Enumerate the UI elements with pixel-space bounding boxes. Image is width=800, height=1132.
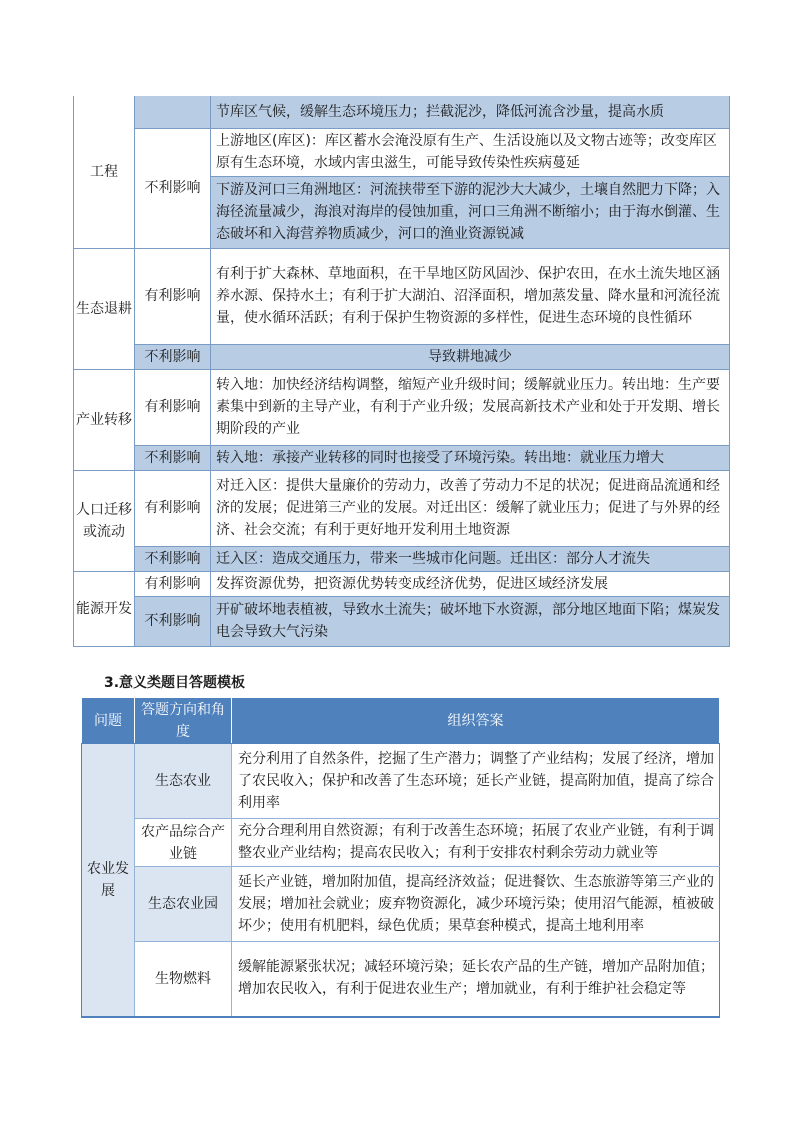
table-row xyxy=(82,819,720,867)
effect-cell: 不利影响 xyxy=(135,445,211,470)
answer-cell: 充分利用了自然条件，挖掘了生产潜力；调整了产业结构；发展了经济，增加了农民收入；保护和改善了生态环境；延长产业链，提高附加值，提高了综合利用率 xyxy=(232,744,720,819)
direction-cell: 生态农业园 xyxy=(135,867,232,942)
category-cell: 生态退耕 xyxy=(74,248,135,369)
table-row xyxy=(74,96,730,128)
table-row xyxy=(74,128,730,176)
direction-cell: 生态农业 xyxy=(135,744,232,819)
content-cell: 有利于扩大森林、草地面积，在干旱地区防风固沙、保护农田，在水土流失地区涵养水源、保持水土；有利于扩大湖泊、沼泽面积，增加蒸发量、降水量和河流径流量，使水循环活跃；有利于保护生物资源的多样性，促进生态环境的良性循环 xyxy=(211,248,730,344)
effect-cell: 不利影响 xyxy=(135,596,211,646)
answer-cell: 缓解能源紧张状况；减轻环境污染；延长农产品的生产链，增加产品附加值；增加农民收入，有利于促进农业生产；增加就业，有利于维护社会稳定等 xyxy=(232,942,720,1017)
content-cell: 节库区气候，缓解生态环境压力；拦截泥沙，降低河流含沙量，提高水质 xyxy=(211,96,730,128)
effect-cell: 有利影响 xyxy=(135,369,211,445)
content-cell: 导致耕地减少 xyxy=(211,344,730,369)
answer-cell: 充分合理利用自然资源；有利于改善生态环境；拓展了农业产业链，有利于调整农业产业结构；提高农民收入；有利于安排农村剩余劳动力就业等 xyxy=(232,819,720,867)
header-problem: 问题 xyxy=(82,698,135,744)
table-row xyxy=(74,571,730,596)
category-cell: 工程 xyxy=(74,96,135,248)
effect-cell: 不利影响 xyxy=(135,546,211,571)
content-cell: 转入地：加快经济结构调整，缩短产业升级时间；缓解就业压力。转出地：生产要素集中到新的主导产业，有利于产业升级；发展高新技术产业和处于开发期、增长期阶段的产业 xyxy=(211,369,730,445)
section-heading: 3.意义类题目答题模板 xyxy=(104,675,246,691)
table-row xyxy=(74,470,730,546)
header-direction: 答题方向和角度 xyxy=(135,698,232,744)
table-row xyxy=(82,867,720,942)
table-row xyxy=(74,445,730,470)
table-row xyxy=(74,596,730,646)
table-row xyxy=(74,344,730,369)
category-cell: 人口迁移或流动 xyxy=(74,470,135,571)
table-header-row xyxy=(82,698,720,744)
direction-cell: 生物燃料 xyxy=(135,942,232,1017)
effect-cell: 有利影响 xyxy=(135,571,211,596)
effect-cell: 不利影响 xyxy=(135,344,211,369)
significance-template-table xyxy=(81,697,720,1018)
table-row xyxy=(74,248,730,344)
content-cell: 转入地：承接产业转移的同时也接受了环境污染。转出地：就业压力增大 xyxy=(211,445,730,470)
table-row xyxy=(82,744,720,819)
category-cell: 产业转移 xyxy=(74,369,135,470)
table-row xyxy=(82,942,720,1017)
content-cell: 开矿破坏地表植被，导致水土流失；破坏地下水资源，部分地区地面下陷；煤炭发电会导致大气污染 xyxy=(211,596,730,646)
effect-cell xyxy=(135,96,211,128)
impact-table xyxy=(73,96,730,647)
answer-cell: 延长产业链，增加附加值，提高经济效益；促进餐饮、生态旅游等第三产业的发展；增加社会就业；废弃物资源化，减少环境污染；使用沼气能源，植被破坏少；使用有机肥料，绿色优质；果草套种模式，提高土地利用率 xyxy=(232,867,720,942)
category-cell: 能源开发 xyxy=(74,571,135,646)
effect-cell: 不利影响 xyxy=(135,128,211,248)
category-cell: 农业发展 xyxy=(82,744,135,1017)
content-cell: 发挥资源优势，把资源优势转变成经济优势，促进区域经济发展 xyxy=(211,571,730,596)
effect-cell: 有利影响 xyxy=(135,248,211,344)
direction-cell: 农产品综合产业链 xyxy=(135,819,232,867)
content-cell: 上游地区(库区)：库区蓄水会淹没原有生产、生活设施以及文物古迹等；改变库区原有生态环境，水域内害虫滋生，可能导致传染性疾病蔓延 xyxy=(211,128,730,176)
table-row xyxy=(74,369,730,445)
content-cell: 迁入区：造成交通压力，带来一些城市化问题。迁出区：部分人才流失 xyxy=(211,546,730,571)
content-cell: 下游及河口三角洲地区：河流挟带至下游的泥沙大大减少，土壤自然肥力下降；入海径流量减少，海浪对海岸的侵蚀加重，河口三角洲不断缩小；由于海水倒灌、生态破坏和入海营养物质减少，河口的渔业资源锐减 xyxy=(211,176,730,248)
content-cell: 对迁入区：提供大量廉价的劳动力，改善了劳动力不足的状况；促进商品流通和经济的发展；促进第三产业的发展。对迁出区：缓解了就业压力；促进了与外界的经济、社会交流；有利于更好地开发利用土地资源 xyxy=(211,470,730,546)
effect-cell: 有利影响 xyxy=(135,470,211,546)
header-answer: 组织答案 xyxy=(232,698,720,744)
table-row xyxy=(74,546,730,571)
